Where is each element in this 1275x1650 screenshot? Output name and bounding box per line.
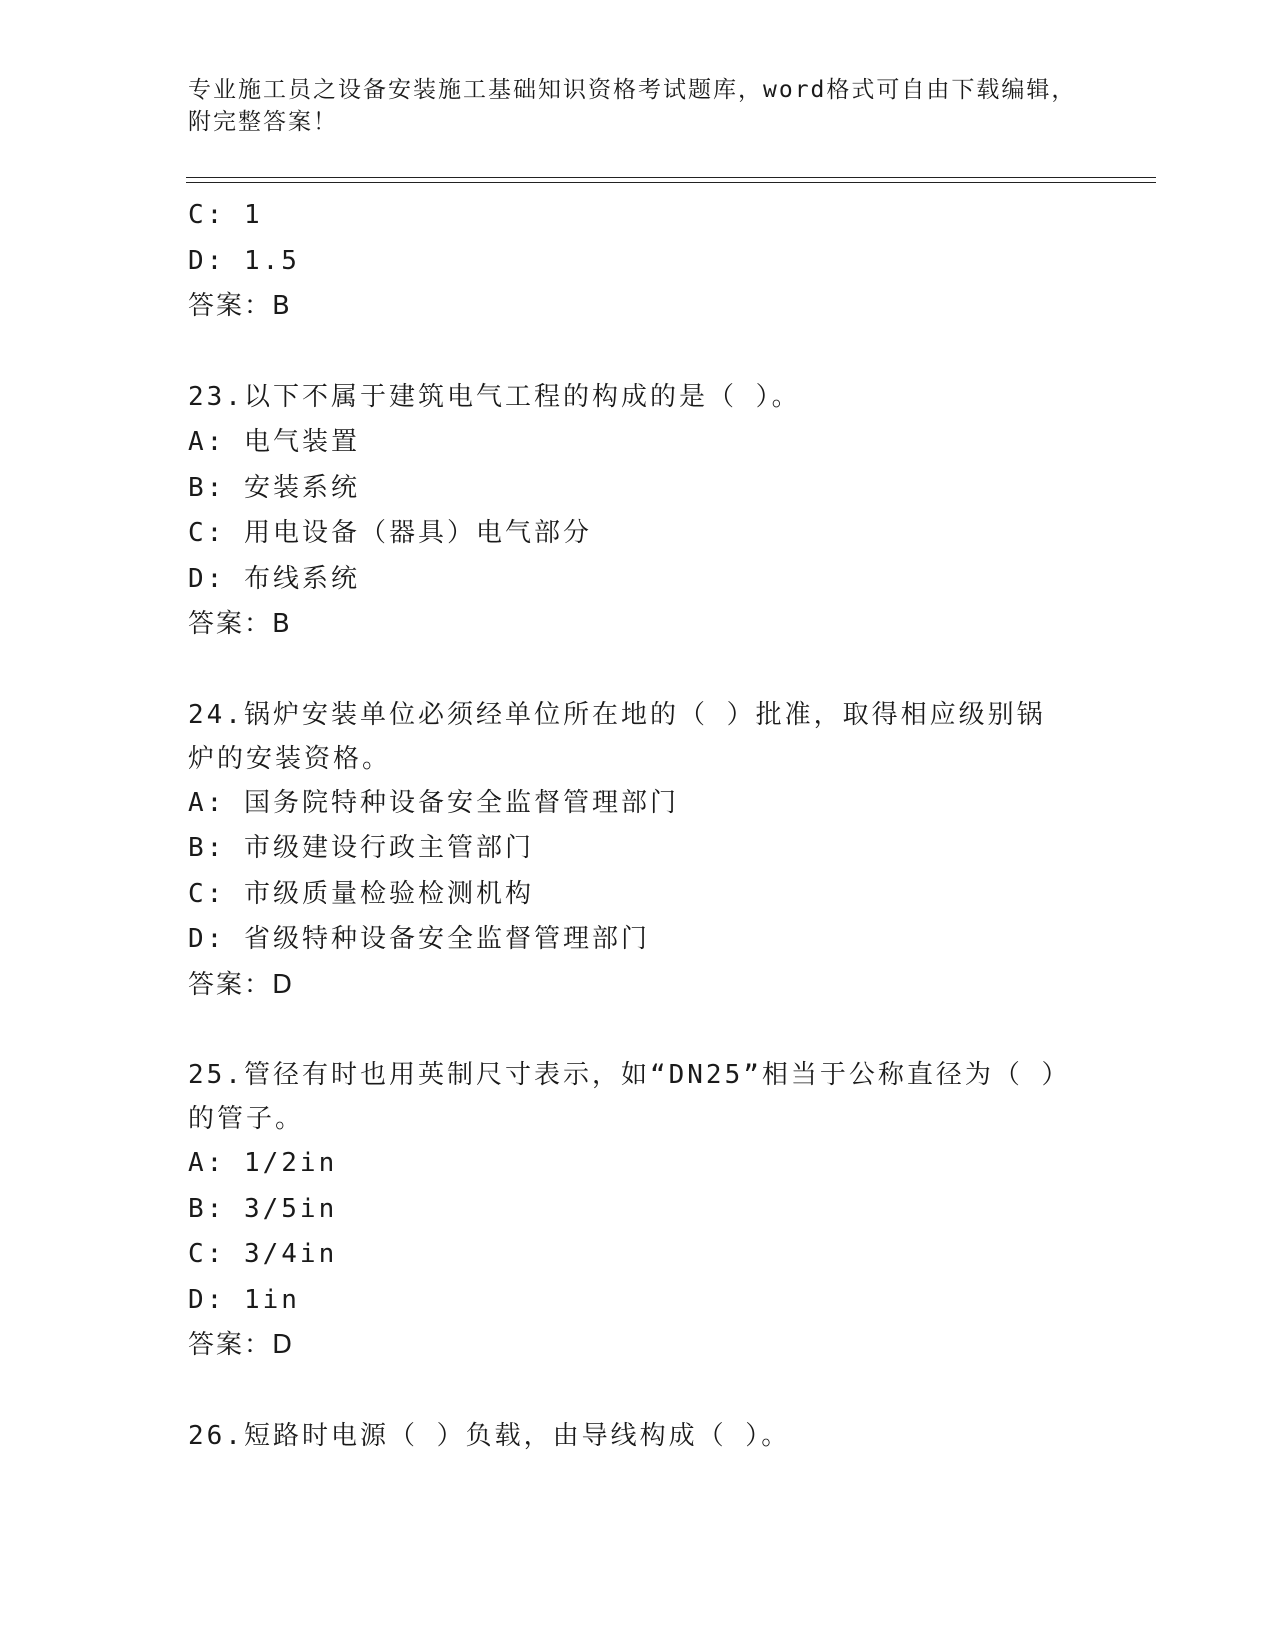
question-block-26	[188, 1414, 1088, 1460]
option-a: A: 电气装置	[188, 427, 360, 457]
option-d: D: 1in	[188, 1284, 300, 1315]
spacer	[188, 1008, 1088, 1053]
spacer	[188, 1369, 1088, 1414]
option-b: B: 市级建设行政主管部门	[188, 833, 534, 863]
answer-label: 答案：B	[188, 291, 292, 321]
header-divider-top	[186, 177, 1156, 178]
question-block-25	[188, 1053, 1088, 1369]
question-text: 25.管径有时也用英制尺寸表示，如“DN25”相当于公称直径为（ ）的管子。	[188, 1060, 1058, 1134]
option-d: D: 布线系统	[188, 563, 360, 594]
question-text: 24.锅炉安装单位必须经单位所在地的（ ）批准，取得相应级别锅炉的安装资格。	[188, 699, 1046, 774]
document-header: 专业施工员之设备安装施工基础知识资格考试题库，word格式可自由下载编辑，附完整答案！	[188, 77, 1077, 135]
answer-label: 答案：B	[188, 609, 292, 639]
question-block-22	[188, 193, 1088, 330]
question-block-24	[188, 693, 1088, 1009]
question-text: 23.以下不属于建筑电气工程的构成的是（ ）。	[188, 381, 801, 412]
option-c: C: 用电设备（器具）电气部分	[188, 518, 592, 548]
option-d: D: 省级特种设备安全监督管理部门	[188, 924, 650, 954]
spacer	[188, 648, 1088, 693]
question-block-23	[188, 375, 1088, 648]
option-b: B: 安装系统	[188, 472, 360, 503]
header-divider-bottom	[186, 182, 1156, 183]
option-c: C: 3/4in	[188, 1239, 338, 1269]
option-d: D: 1.5	[188, 245, 300, 276]
spacer	[188, 330, 1088, 375]
option-b: B: 3/5in	[188, 1193, 338, 1224]
option-a: A: 1/2in	[188, 1148, 338, 1178]
option-c: C: 市级质量检验检测机构	[188, 878, 534, 909]
answer-label: 答案：D	[188, 1330, 295, 1360]
question-content	[188, 193, 1088, 1459]
option-c: C: 1	[188, 200, 263, 230]
answer-label: 答案：D	[188, 969, 295, 1000]
question-text: 26.短路时电源（ ）负载，由导线构成（ ）。	[188, 1420, 791, 1451]
option-a: A: 国务院特种设备安全监督管理部门	[188, 787, 679, 818]
